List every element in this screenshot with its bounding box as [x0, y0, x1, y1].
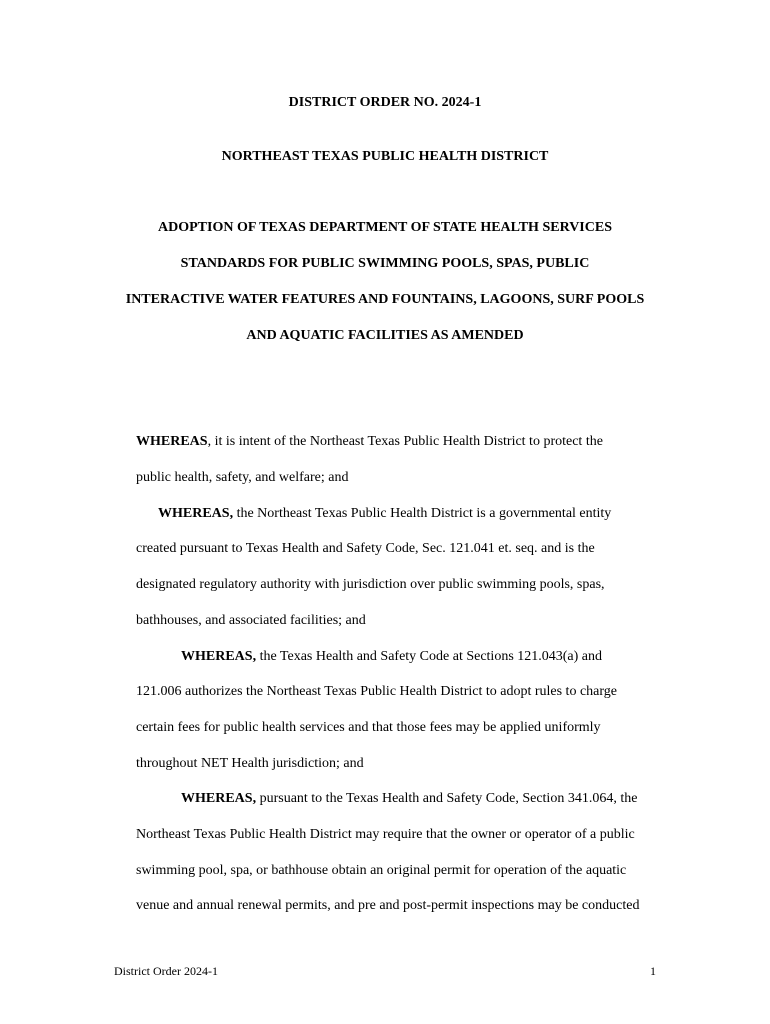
- page-number: 1: [650, 964, 656, 978]
- paragraph-2-line-4: bathhouses, and associated facilities; and: [136, 613, 366, 628]
- district-name-heading: NORTHEAST TEXAS PUBLIC HEALTH DISTRICT: [221, 149, 549, 164]
- paragraph-2-line-3: designated regulatory authority with jurisdiction over public swimming pools, spas,: [136, 577, 605, 592]
- paragraph-3-line-2: 121.006 authorizes the Northeast Texas Public Health District to adopt rules to charge: [136, 684, 617, 699]
- title-line-1: ADOPTION OF TEXAS DEPARTMENT OF STATE HEALTH SERVICES: [158, 220, 612, 235]
- paragraph-text: the Texas Health and Safety Code at Sections 121.043(a) and: [256, 649, 603, 664]
- whereas-lead: WHEREAS,: [181, 649, 257, 664]
- whereas-lead: WHEREAS,: [158, 506, 234, 521]
- paragraph-4-line-3: swimming pool, spa, or bathhouse obtain an original permit for operation of the aquatic: [136, 863, 627, 878]
- paragraph-3-line-4: throughout NET Health jurisdiction; and: [136, 756, 364, 771]
- paragraph-2-line-2: created pursuant to Texas Health and Safety Code, Sec. 121.041 et. seq. and is the: [136, 541, 595, 556]
- title-line-3: INTERACTIVE WATER FEATURES AND FOUNTAINS, LAGOONS, SURF POOLS: [125, 292, 645, 307]
- paragraph-text: the Northeast Texas Public Health District is a governmental entity: [233, 506, 612, 521]
- paragraph-3-line-1: [181, 649, 602, 665]
- paragraph-4-line-1: [181, 791, 637, 807]
- order-number-heading: DISTRICT ORDER NO. 2024-1: [288, 95, 482, 110]
- whereas-lead: WHEREAS: [136, 434, 208, 449]
- paragraph-1-line-1: [136, 434, 603, 450]
- footer-document-label: District Order 2024-1: [114, 964, 218, 978]
- paragraph-1-line-2: public health, safety, and welfare; and: [136, 470, 349, 485]
- paragraph-2-line-1: [158, 506, 611, 522]
- paragraph-4-line-2: Northeast Texas Public Health District may require that the owner or operator of a public: [136, 827, 635, 842]
- paragraph-4-line-4: venue and annual renewal permits, and pre and post-permit inspections may be conducted: [136, 898, 640, 913]
- title-line-2: STANDARDS FOR PUBLIC SWIMMING POOLS, SPAS, PUBLIC: [180, 256, 590, 271]
- paragraph-text: pursuant to the Texas Health and Safety Code, Section 341.064, the: [256, 791, 638, 806]
- paragraph-3-line-3: certain fees for public health services and that those fees may be applied uniformly: [136, 720, 601, 735]
- title-line-4: AND AQUATIC FACILITIES AS AMENDED: [246, 328, 524, 343]
- paragraph-text: , it is intent of the Northeast Texas Public Health District to protect the: [207, 434, 603, 449]
- whereas-lead: WHEREAS,: [181, 791, 257, 806]
